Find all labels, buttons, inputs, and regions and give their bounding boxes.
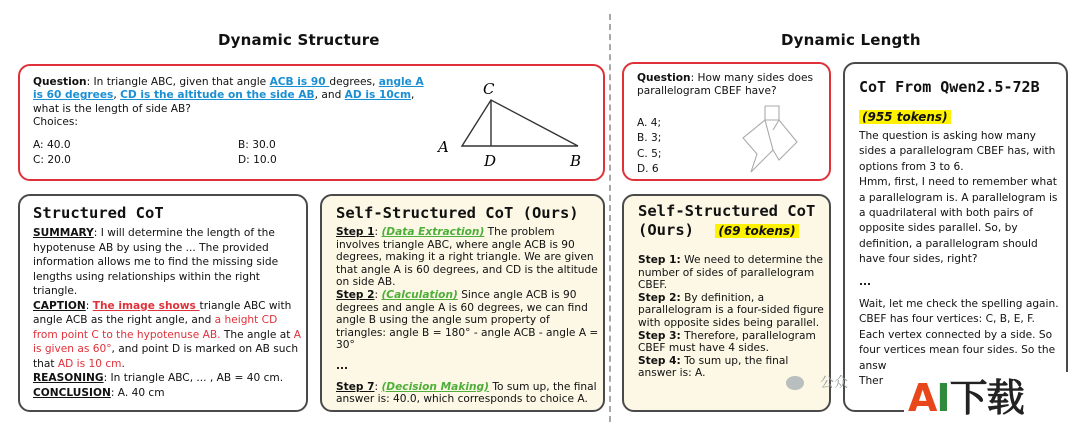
choice-b: B: 30.0 [238,139,276,151]
question2-text: Question: How many sides does parallelogram CBEF have? [637,72,813,98]
left-section-title: Dynamic Structure [218,31,380,49]
question-box-triangle [18,64,605,181]
wechat-watermark: 公众 [786,372,848,392]
structured-cot-title: Structured CoT [33,204,164,222]
token-count-badge: (69 tokens) [715,224,798,238]
qwen-cot-box [843,62,1068,412]
structured-cot-body: SUMMARY: I will determine the length of the hypotenuse AB by using the ... The provided information allows me to find the missing side lengths using relationships within the right triangle. CAPTION: The image shows triangle ABC with angle ACB as the right angle, and a height CD from point C to the hypotenuse AB. The angle at A is given as 60°, and point D is marked on AB such that AD is 10 cm. REASONING: In triangle ABC, ... , AB = 40 cm. CONCLUSION: A. 40 cm [33,227,301,399]
label-b: B [570,152,582,170]
qwen-cot-body: The question is asking how many sides a parallelogram CBEF has, with options from 3 to 6. Hmm, first, I need to remember what a parallelogram is. A parallelogram is a quadrilateral with both pairs of opposite sides parallel. So, by definition, a parallelogram should have four sides, right? ... Wait, let me check the spelling again. CBEF has four vertices: C, B, E, F. Each vertex connected by a side. So four vertices mean four sides. So the answ Ther [859,130,1059,388]
right-section-title: Dynamic Length [781,31,921,49]
self-structured-cot-body-2: Step 1: We need to determine the number of sides of parallelogram CBEF. Step 2: By definition, a parallelogram is a four-sided figure with opposite sides being parallel. Step 3: Therefore, parallelogram CBEF must have 4 sides. Step 4: To sum up, the final answer is: A. [638,254,824,380]
triangle-abc [462,100,578,146]
label-a: A [438,138,449,156]
self-structured-cot-title-2: Self-Structured CoT (Ours) (69 tokens) [638,202,816,239]
triangle-figure [420,74,600,174]
choice-a: A: 40.0 [33,139,71,151]
parallelogram-figure [727,102,817,178]
question2-choices: A. 4; B. 3; C. 5; D. 6 [637,117,662,176]
self-structured-cot-body: Step 1: (Data Extraction) The problem involves triangle ABC, where angle ACB is 90 degrees, making it a right triangle. We are given that angle A is 60 degrees, and CD is the altitude on side AB. Step 2: (Calculation) Since angle ACB is 90 degrees and angle A is 60 degrees, we can find angle B using the angle sum property of triangles: angle B = 180° - angle ACB - angle A = 30° ... Step 7: (Decision Making) To sum up, the final answer is: 40.0, which corresponds to choice A. [336,226,599,406]
choice-c: C: 20.0 [33,154,71,166]
qwen-token-badge: (955 tokens) [859,110,951,124]
structured-cot-box [18,194,308,412]
question-text: Question: In triangle ABC, given that angle ACB is 90 degrees, angle A is 60 degrees, CD is the altitude on the side AB, and AD is 10cm, what is the length of side AB? Choices: [33,76,424,129]
self-structured-cot-box [320,194,605,412]
choice-d: D: 10.0 [238,154,277,166]
qwen-cot-title: CoT From Qwen2.5-72B [859,78,1040,96]
self-structured-cot-title: Self-Structured CoT (Ours) [336,204,579,222]
site-logo: AI下载 [904,372,1080,429]
section-divider [609,14,611,422]
label-c: C [483,80,495,98]
question-box-parallelogram [622,62,831,181]
label-d: D [484,152,497,170]
wechat-icon [786,376,804,390]
